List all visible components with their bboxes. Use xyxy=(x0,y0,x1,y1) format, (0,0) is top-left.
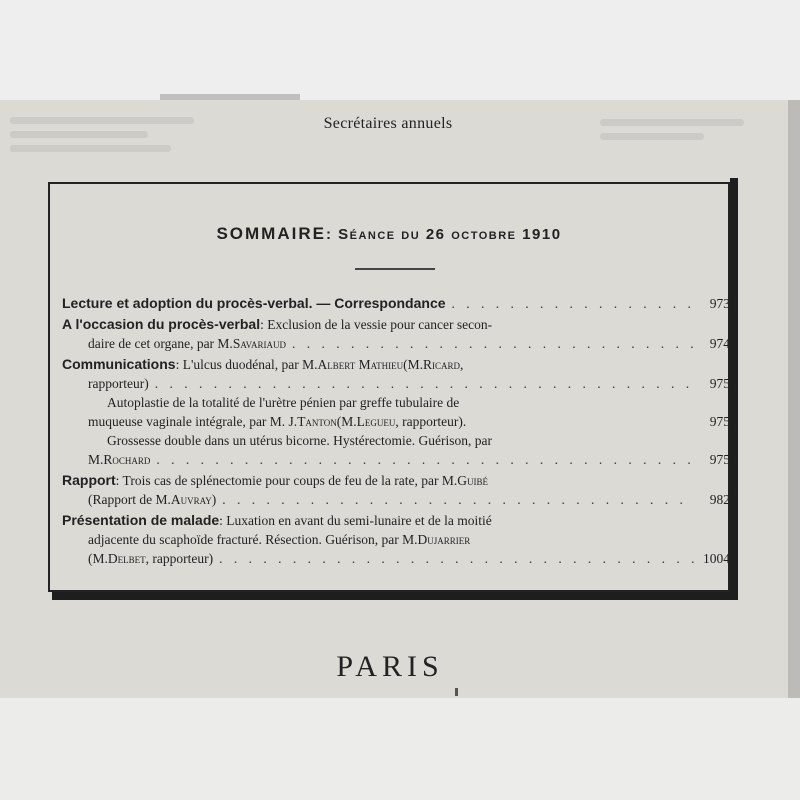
page-number: 1004 xyxy=(703,551,730,566)
toc-line xyxy=(62,450,730,469)
entry-text: , rapporteur). xyxy=(395,414,467,429)
entry-text: (M. xyxy=(403,357,423,372)
page-number: 974 xyxy=(709,336,730,351)
page-number: 975 xyxy=(709,452,730,467)
page-edge xyxy=(788,100,800,698)
toc-line xyxy=(62,374,730,393)
toc-line xyxy=(62,471,730,490)
toc-line xyxy=(62,511,730,530)
section-heading: A l'occasion du procès-verbal xyxy=(62,316,261,332)
toc-line xyxy=(62,549,730,568)
background-bottom xyxy=(0,698,800,800)
toc-line xyxy=(62,490,730,509)
page-number: 975 xyxy=(709,414,730,429)
leader-dots xyxy=(155,374,694,393)
author-name: Albert Mathieu xyxy=(317,357,404,372)
entry-text: : L'ulcus duodénal, par M. xyxy=(175,357,318,372)
table-of-contents xyxy=(62,294,730,570)
sommaire-title xyxy=(50,224,728,244)
city-imprint: PARIS xyxy=(336,650,444,683)
entry-text: M. xyxy=(88,452,104,467)
background-top xyxy=(0,0,800,100)
author-name: Guibé xyxy=(457,473,488,488)
toc-entry xyxy=(62,315,730,353)
sommaire-separator: : xyxy=(325,226,333,243)
page-number: 973 xyxy=(709,296,730,311)
entry-text: : Trois cas de splénectomie pour coups de feu de la rate, par M. xyxy=(115,473,458,488)
entry-text: Autoplastie de la totalité de l'urètre pénien par greffe tubulaire de xyxy=(107,395,460,410)
toc-entry xyxy=(62,471,730,509)
toc-line xyxy=(62,431,730,450)
toc-entry xyxy=(62,294,730,313)
toc-line xyxy=(62,530,730,549)
entry-text: Grossesse double dans un utérus bicorne. Hystérectomie. Guérison, par xyxy=(107,433,493,448)
author-name: Delbet xyxy=(107,551,146,566)
toc-line xyxy=(62,315,730,334)
entry-text: muqueuse vaginale intégrale, par M. J. xyxy=(88,414,298,429)
entry-text: , xyxy=(459,357,464,372)
toc-entry xyxy=(62,511,730,568)
author-name: Tanton xyxy=(297,414,337,429)
toc-line xyxy=(62,393,730,412)
toc-line xyxy=(62,294,730,313)
entry-text: adjacente du scaphoïde fracturé. Résection. Guérison, par M. xyxy=(88,532,418,547)
secretaires-heading: Secrétaires annuels xyxy=(323,115,453,132)
section-heading: Lecture et adoption du procès-verbal. — Correspondance xyxy=(62,295,446,311)
box-shadow-bottom xyxy=(52,592,738,600)
author-name: Ricard xyxy=(422,357,460,372)
sommaire-label: SOMMAIRE xyxy=(216,224,326,243)
toc-line xyxy=(62,355,730,374)
leader-dots xyxy=(292,334,694,353)
toc-entry xyxy=(62,355,730,469)
author-name: Auvray xyxy=(170,492,212,507)
leader-dots xyxy=(222,490,694,509)
author-name: Dujarrier xyxy=(417,532,471,547)
toc-line xyxy=(62,334,730,353)
author-name: Rochard xyxy=(103,452,151,467)
entry-text: : Exclusion de la vessie pour cancer secon- xyxy=(260,317,493,332)
entry-text: (M. xyxy=(336,414,357,429)
page-number: 975 xyxy=(709,376,730,391)
entry-text: ) xyxy=(211,492,217,507)
section-heading: Présentation de malade xyxy=(62,512,220,528)
toc-line xyxy=(62,412,730,431)
entry-text: (M. xyxy=(88,551,108,566)
title-rule xyxy=(355,268,435,270)
sommaire-box xyxy=(48,182,730,592)
leader-dots xyxy=(452,294,694,313)
page-number: 982 xyxy=(709,492,730,507)
entry-text: , rapporteur) xyxy=(145,551,214,566)
imprint-mark xyxy=(455,688,458,696)
entry-text: rapporteur) xyxy=(88,376,149,391)
leader-dots xyxy=(156,450,694,469)
section-heading: Communications xyxy=(62,356,176,372)
leader-dots xyxy=(219,549,694,568)
entry-text: daire de cet organe, par M. xyxy=(88,336,233,351)
seance-date: Séance du 26 octobre 1910 xyxy=(338,226,562,243)
entry-text: : Luxation en avant du semi-lunaire et de la moitié xyxy=(219,513,492,528)
section-heading: Rapport xyxy=(62,472,116,488)
author-name: Savariaud xyxy=(232,336,286,351)
box-shadow-right xyxy=(730,178,738,600)
page-top-edge xyxy=(160,94,300,100)
entry-text: (Rapport de M. xyxy=(88,492,171,507)
author-name: Legueu xyxy=(356,414,396,429)
